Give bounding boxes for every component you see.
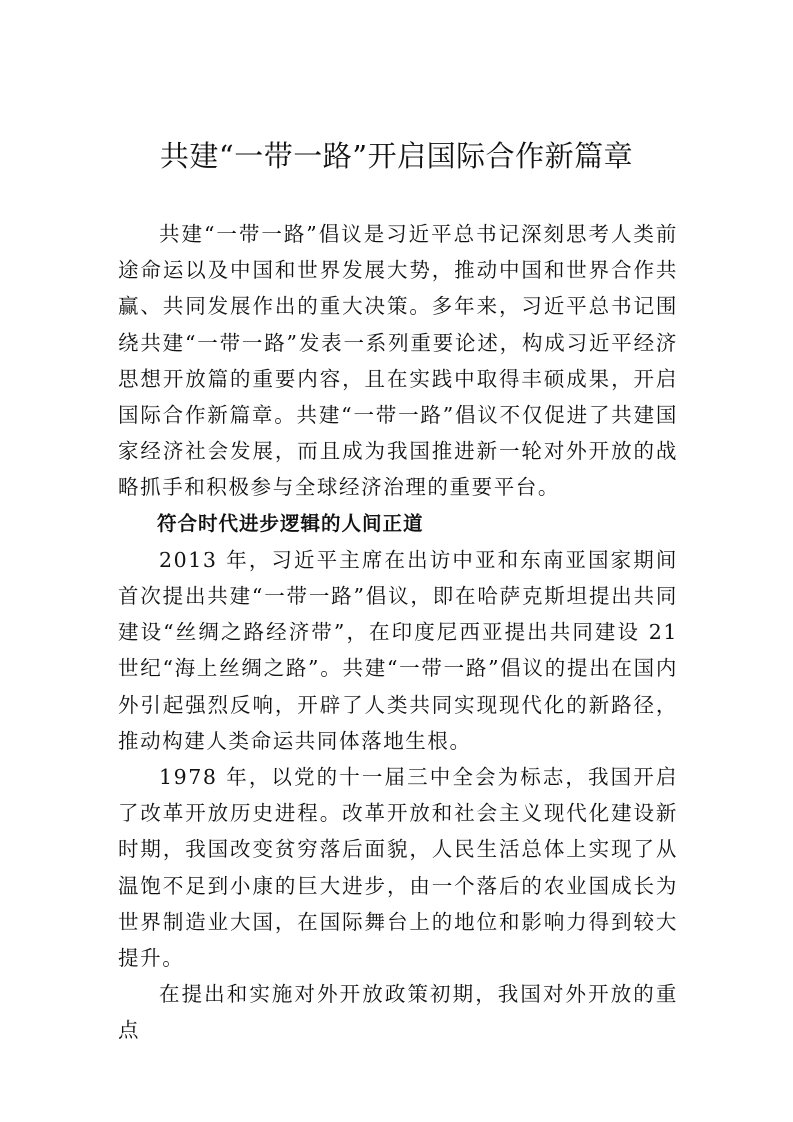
paragraph-opening-policy: 在提出和实施对外开放政策初期，我国对外开放的重点 <box>118 982 678 1043</box>
paragraph-intro: 共建“一带一路”倡议是习近平总书记深刻思考人类前途命运以及中国和世界发展大势，推动中国和世界合作共赢、共同发展作出的重大决策。多年来，习近平总书记围绕共建“一带一路”发表一系列重要论述，构成习近平经济思想开放篇的重要内容，且在实践中取得丰硕成果，开启国际合作新篇章。共建“一带一路”倡议不仅促进了共建国家经济社会发展，而且成为我国推进新一轮对外开放的战略抓手和积极参与全球经济治理的重要平台。 <box>118 222 678 500</box>
paragraph-2013: 2013 年，习近平主席在出访中亚和东南亚国家期间首次提出共建“一带一路”倡议，即在哈萨克斯坦提出共同建设“丝绸之路经济带”，在印度尼西亚提出共同建设 21 世纪“海上丝绸之路”。共建“一带一路”倡议的提出在国内外引起强烈反响，开辟了人类共同实现现代化的新路径，推动构建人类命运共同体落地生根。 <box>118 547 678 753</box>
paragraph-1978: 1978 年，以党的十一届三中全会为标志，我国开启了改革开放历史进程。改革开放和社会主义现代化建设新时期，我国改变贫穷落后面貌，人民生活总体上实现了从温饱不足到小康的巨大进步，由一个落后的农业国成长为世界制造业大国，在国际舞台上的地位和影响力得到较大提升。 <box>118 765 678 971</box>
section-heading: 符合时代进步逻辑的人间正道 <box>157 511 424 535</box>
document-body <box>118 216 678 1049</box>
document-title: 共建“一带一路”开启国际合作新篇章 <box>159 139 634 173</box>
